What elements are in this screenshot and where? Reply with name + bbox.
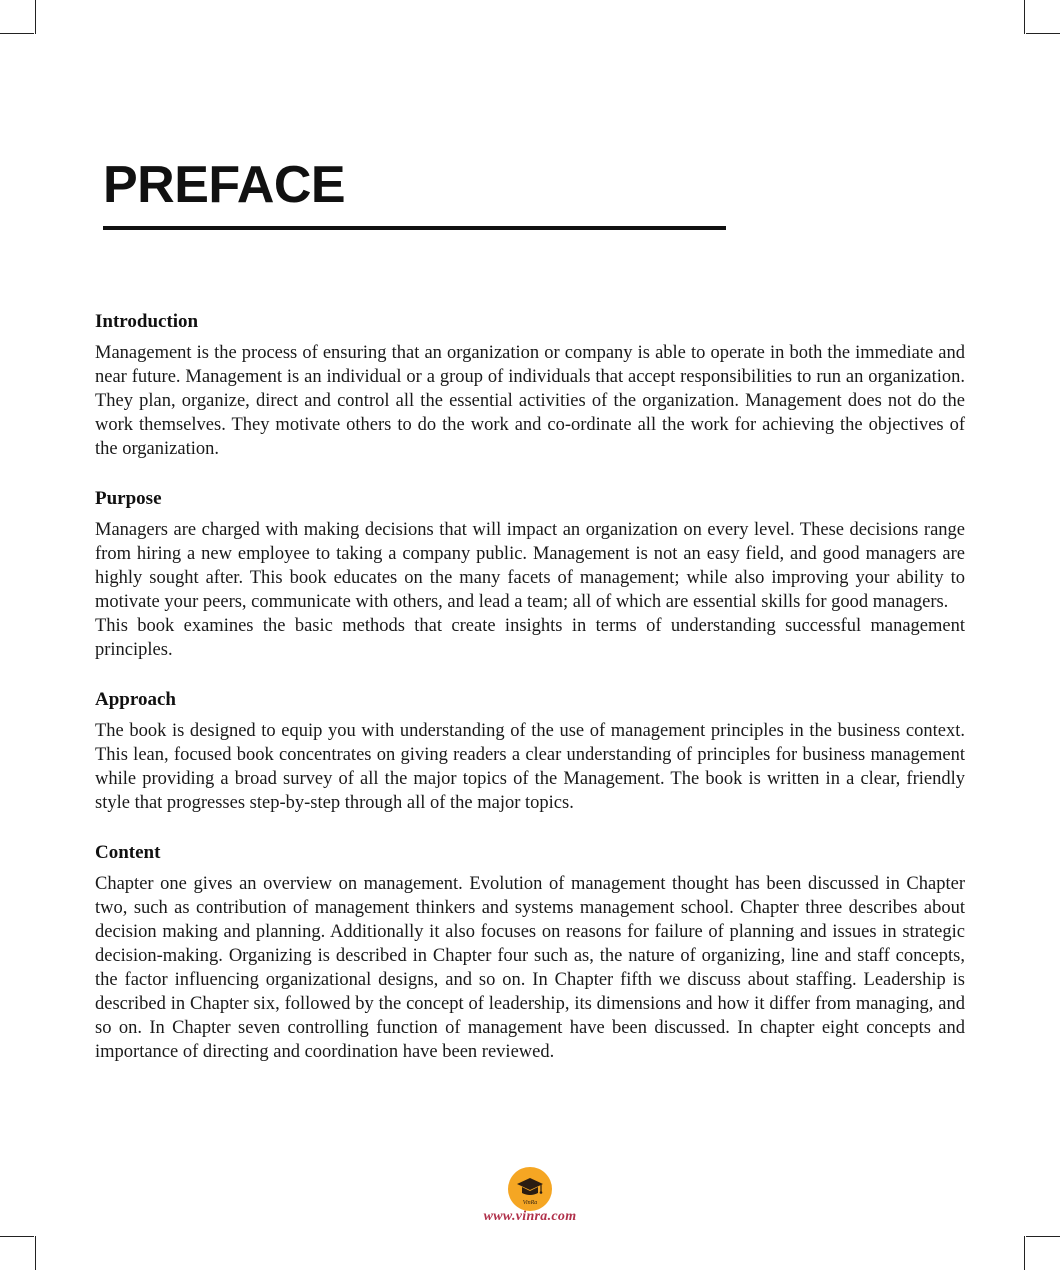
crop-mark-bottom-right-vertical — [1024, 1236, 1025, 1270]
crop-mark-top-right-vertical — [1024, 0, 1025, 34]
section-heading: Content — [95, 842, 161, 863]
section-heading: Approach — [95, 689, 176, 710]
section-paragraph: Chapter one gives an overview on management. Evolution of management thought has been discussed in Chapter two, such as contribution of management thinkers and systems management school. Chapter three describes about decision making and planning. Additionally it also focuses on reasons for failure of planning and issues in strategic decision-making. Organizing is described in Chapter four such as, the nature of organizing, line and staff concepts, the factor influencing organizational designs, and so on. In Chapter fifth we discuss about staffing. Leadership is described in Chapter six, followed by the concept of leadership, its dimensions and how it differ from managing, and so on. In Chapter seven controlling function of management have been discussed. In chapter eight concepts and importance of directing and coordination have been reviewed. — [95, 874, 965, 1062]
section-introduction — [95, 310, 965, 461]
crop-mark-top-left-horizontal — [0, 33, 34, 34]
section-purpose — [95, 487, 965, 662]
page-title: PREFACE — [103, 156, 346, 214]
crop-mark-top-left-vertical — [35, 0, 36, 34]
section-paragraph: Management is the process of ensuring that an organization or company is able to operate in both the immediate and near future. Management is an individual or a group of individuals that accept responsibilities to run an organization. They plan, organize, direct and control all the essential activities of the organization. Management does not do the work themselves. They motivate others to do the work and co-ordinate all the work for achieving the objectives of the organization. — [95, 343, 965, 459]
section-heading: Introduction — [95, 311, 199, 332]
crop-mark-top-right-horizontal — [1026, 33, 1060, 34]
logo-text: VinRa — [522, 1200, 538, 1206]
title-underline — [103, 226, 726, 230]
section-content — [95, 841, 965, 1064]
crop-mark-bottom-left-horizontal — [0, 1236, 34, 1237]
section-paragraph: Managers are charged with making decisions that will impact an organization on every level. These decisions range from hiring a new employee to taking a company public. Management is not an easy field, and good managers are highly sought after. This book educates on the many facets of management; while also improving your ability to motivate your peers, communicate with others, and lead a team; all of which are essential skills for good managers. — [95, 520, 965, 612]
section-approach — [95, 688, 965, 815]
crop-mark-bottom-right-horizontal — [1026, 1236, 1060, 1237]
section-heading: Purpose — [95, 488, 162, 509]
crop-mark-bottom-left-vertical — [35, 1236, 36, 1270]
section-paragraph: The book is designed to equip you with understanding of the use of management principles in the business context. This lean, focused book concentrates on giving readers a clear understanding of principles for business management while providing a broad survey of all the major topics of the Management. The book is written in a clear, friendly style that progresses step-by-step through all of the major topics. — [95, 721, 965, 813]
preface-body — [95, 310, 965, 1090]
section-paragraph: This book examines the basic methods that create insights in terms of understanding successful management principles. — [95, 616, 965, 660]
footer-url: www.vinra.com — [483, 1209, 577, 1224]
graduation-cap-logo-icon — [507, 1166, 553, 1212]
